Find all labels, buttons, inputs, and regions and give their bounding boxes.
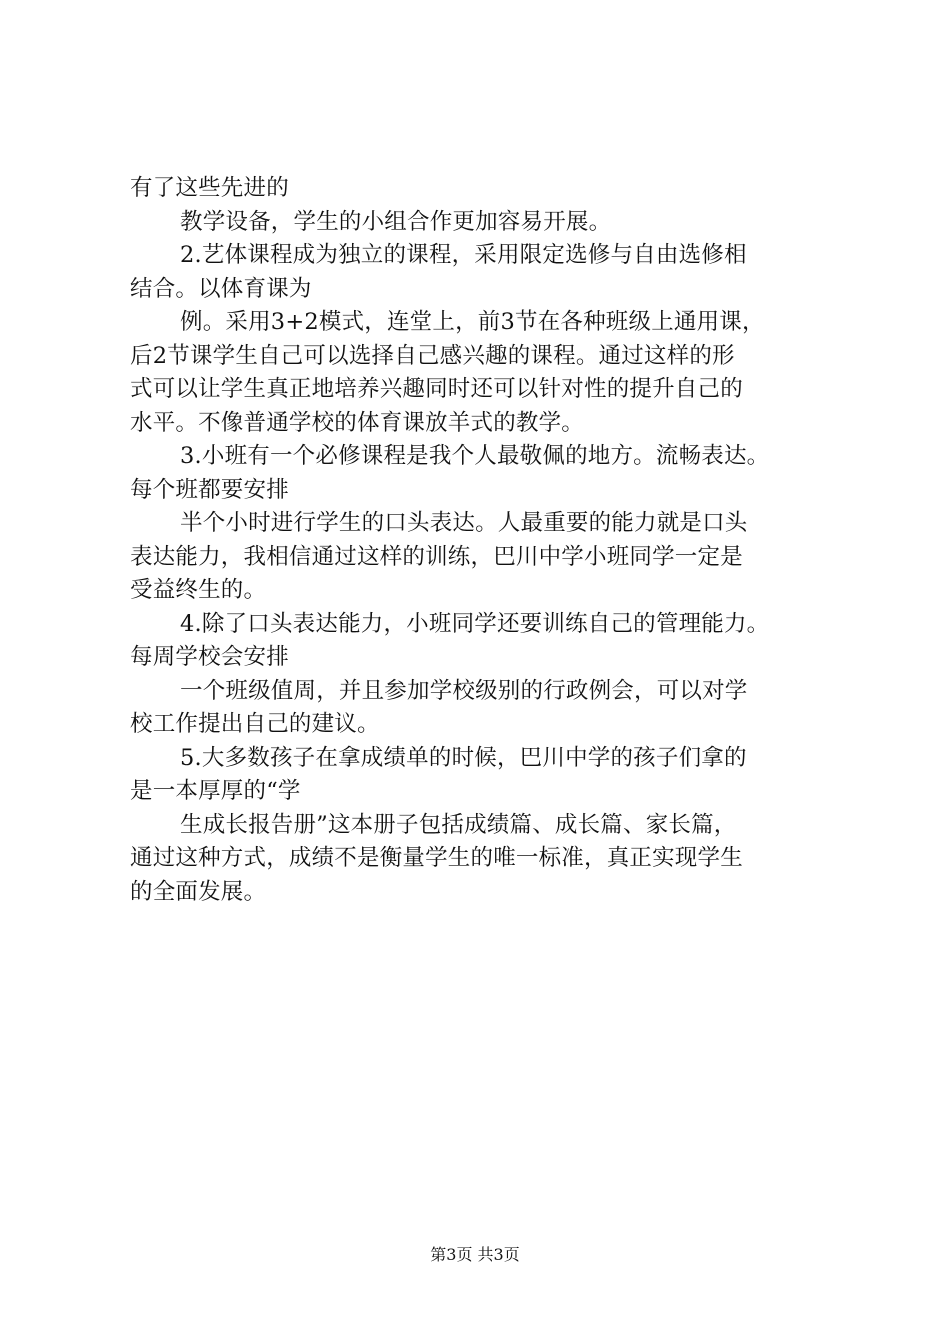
text-line: 半个小时进行学生的口头表达。人最重要的能力就是口头 (180, 510, 748, 536)
page-number-label: 第3页 共3页 (430, 1245, 520, 1264)
text-line: 通过这种方式，成绩不是衡量学生的唯一标准，真正实现学生 (130, 845, 743, 871)
text-line: 例。采用3+2模式，连堂上，前3节在各种班级上通用课， (180, 309, 765, 335)
text-line: 水平。不像普通学校的体育课放羊式的教学。 (130, 409, 585, 436)
body-text (130, 172, 850, 909)
text-line: 生成长报告册”这本册子包括成绩篇、成长篇、家长篇， (180, 811, 737, 838)
text-line: 校工作提出自己的建议。 (130, 711, 380, 737)
text-line: 式可以让学生真正地培养兴趣同时还可以针对性的提升自己的 (130, 376, 743, 402)
text-line: 有了这些先进的 (130, 175, 289, 201)
page-footer (0, 1244, 950, 1266)
text-line: 3.小班有一个必修课程是我个人最敬佩的地方。流畅表达。 (180, 443, 770, 469)
text-line: 4.除了口头表达能力，小班同学还要训练自己的管理能力。 (180, 610, 770, 637)
text-line: 5.大多数孩子在拿成绩单的时候，巴川中学的孩子们拿的 (180, 744, 747, 771)
text-line: 的全面发展。 (130, 878, 267, 905)
text-line: 每个班都要安排 (130, 476, 289, 503)
text-line: 是一本厚厚的“学 (130, 778, 301, 804)
text-line: 表达能力，我相信通过这样的训练，巴川中学小班同学一定是 (130, 543, 743, 570)
text-line: 教学设备，学生的小组合作更加容易开展。 (180, 208, 612, 235)
text-line: 后2节课学生自己可以选择自己感兴趣的课程。通过这样的形 (130, 342, 735, 369)
text-line: 2.艺体课程成为独立的课程，采用限定选修与自由选修相 (180, 242, 747, 268)
text-line: 一个班级值周，并且参加学校级别的行政例会，可以对学 (180, 677, 748, 704)
text-line: 受益终生的。 (130, 577, 267, 603)
text-line: 结合。以体育课为 (130, 275, 312, 302)
text-line: 每周学校会安排 (130, 644, 289, 670)
